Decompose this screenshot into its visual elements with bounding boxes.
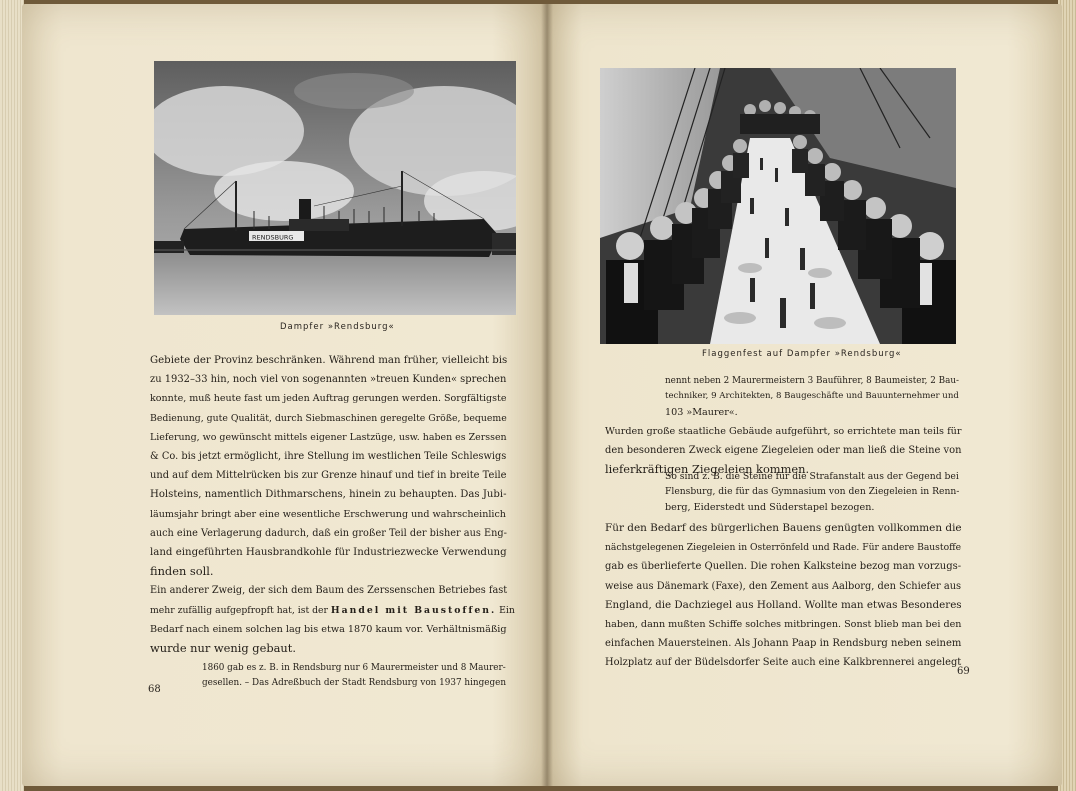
left-photo-caption: Dampfer »Rendsburg«	[280, 322, 395, 332]
text-line: zu 1932–33 hin, noch viel von sogenannten »treuen Kunden« sprechen	[150, 374, 507, 386]
text-line: Bedienung, gute Qualität, durch Siebmaschinen geregelte Größe, bequeme	[150, 412, 507, 424]
page-number-left: 68	[148, 684, 161, 695]
emphasized-phrase: Handel mit Baustoffen.	[330, 604, 497, 616]
page-edges-left	[0, 0, 24, 791]
footnote-line: 1860 gab es z. B. in Rendsburg nur 6 Maurermeister und 8 Maurer-	[202, 663, 506, 673]
footnote-line: 103 »Maurer«.	[665, 406, 738, 418]
text-line	[150, 601, 514, 620]
text-line: und auf dem Mittelrücken bis zur Grenze hinauf und tief in breite Teile	[150, 470, 507, 482]
right-footnote-continued	[665, 374, 965, 420]
text-line: nächstgelegenen Ziegeleien in Osterrönfeld und Rade. Für andere Baustoffe	[605, 542, 961, 554]
text-line: den besonderen Zweck eigene Ziegeleien oder man ließ die Steine von	[605, 445, 962, 457]
left-footnote	[202, 661, 512, 692]
text-line: Für den Bedarf des bürgerlichen Bauens genügten vollkommen die	[605, 522, 962, 534]
right-paragraph-2	[605, 519, 969, 673]
book-gutter	[541, 4, 553, 786]
note-line: So sind z. B. die Steine für die Strafanstalt aus der Gegend bei	[665, 471, 959, 482]
footnote-line: techniker, 9 Architekten, 8 Baugeschäfte und Bauunternehmer und	[665, 391, 959, 402]
text-fragment: mehr zufällig aufgepfropft hat, ist der	[150, 604, 331, 616]
left-body-text	[150, 351, 514, 658]
text-line: wurde nur wenig gebaut.	[150, 641, 296, 656]
note-line: Flensburg, die für das Gymnasium von den Ziegeleien in Renn-	[665, 486, 960, 498]
steamship-photo	[154, 61, 516, 315]
text-line: England, die Dachziegel aus Holland. Wollte man etwas Besonderes	[605, 598, 962, 611]
note-line: berg, Eiderstedt und Süderstapel bezogen.	[665, 501, 875, 513]
left-page	[22, 4, 547, 786]
page-number-right: 69	[957, 666, 970, 677]
text-line: Gebiete der Provinz beschränken. Während man früher, vielleicht bis	[150, 355, 508, 366]
text-line: weise aus Dänemark (Faxe), den Zement aus Aalborg, den Schiefer aus	[605, 580, 962, 592]
text-line: Bedarf nach einem solchen lag bis etwa 1870 kaum vor. Verhältnismäßig	[150, 623, 507, 635]
footnote-line: gesellen. – Das Adreßbuch der Stadt Rendsburg von 1937 hingegen	[202, 678, 507, 689]
text-line: Wurden große staatliche Gebäude aufgeführt, so errichtete man teils für	[605, 426, 962, 437]
text-line: finden soll.	[150, 564, 214, 579]
text-fragment: Ein	[496, 604, 515, 616]
text-line: auch eine Verlagerung dadurch, daß ein großer Teil der bisher aus Eng-	[150, 527, 507, 539]
text-line: einfachen Mauersteinen. Als Johann Paap in Rendsburg neben seinem	[605, 638, 962, 650]
hull-name: RENDSBURG	[252, 233, 294, 242]
right-photo-caption: Flaggenfest auf Dampfer »Rendsburg«	[702, 349, 902, 359]
text-line: land eingeführten Hausbrandkohle für Industriezwecke Verwendung	[150, 547, 507, 559]
text-line: Holzplatz auf der Büdelsdorfer Seite auch eine Kalkbrennerei angelegt	[605, 657, 962, 669]
banquet-photo	[600, 68, 956, 344]
text-line: gab es überlieferte Quellen. Die rohen Kalksteine bezog man vorzugs-	[605, 561, 962, 573]
text-line: haben, dann mußten Schiffe solches mitbringen. Sonst blieb man bei den	[605, 619, 962, 631]
right-indented-note	[665, 469, 965, 515]
right-page	[547, 4, 1062, 786]
text-line: Lieferung, wo gewünscht mittels eigener Lastzüge, usw. haben es Zerssen	[150, 431, 507, 443]
text-line: lieferkräftigen Ziegeleien kommen.	[605, 462, 810, 477]
footnote-line: nennt neben 2 Maurermeistern 3 Bauführer, 8 Baumeister, 2 Bau-	[665, 376, 959, 386]
text-line: konnte, muß heute fast um jeden Auftrag gerungen werden. Sorgfältigste	[150, 393, 507, 405]
text-line: & Co. bis jetzt ermöglicht, ihre Stellung im westlichen Teile Schleswigs	[150, 451, 507, 463]
text-line: Ein anderer Zweig, der sich dem Baum des Zerssenschen Betriebes fast	[150, 585, 508, 597]
text-line: läumsjahr bringt aber eine wesentliche Erschwerung und wahrscheinlich	[150, 508, 506, 520]
text-line: Holsteins, namentlich Dithmarschens, hinein zu behaupten. Das Jubi-	[150, 489, 507, 501]
